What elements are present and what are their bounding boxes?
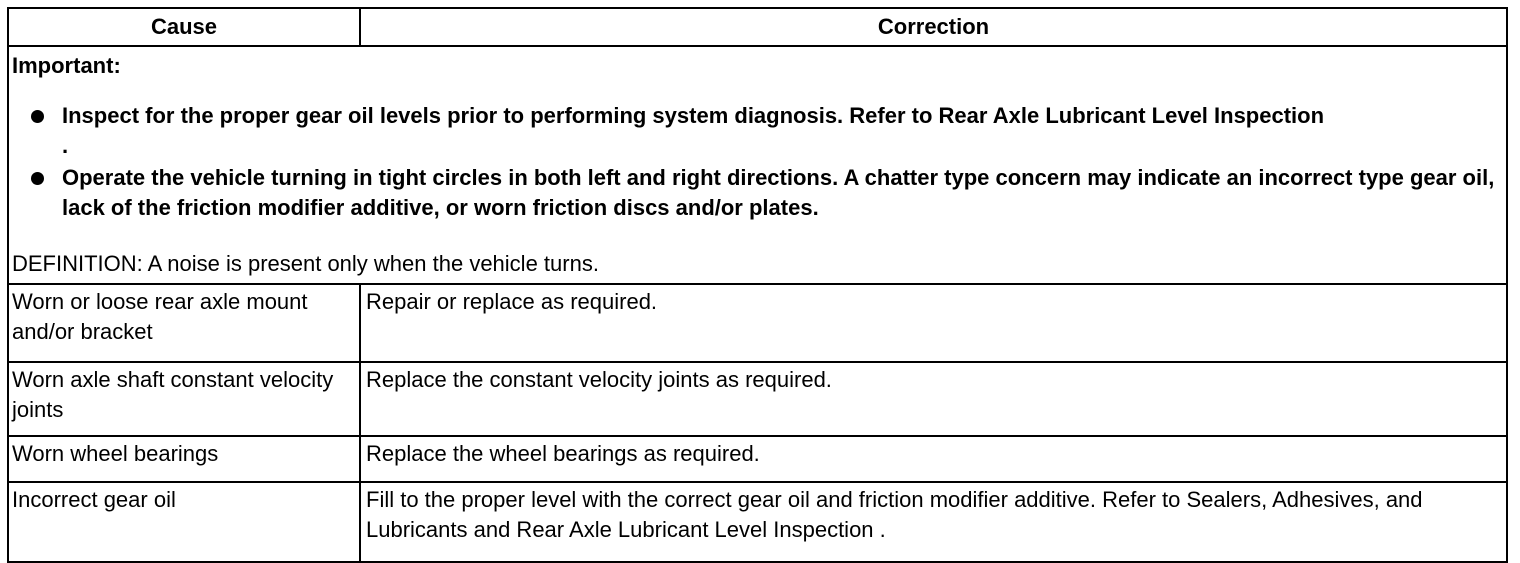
bullet-text: Operate the vehicle turning in tight circles in both left and right directions. A chatter type concern may indicate an incorrect type gear oil, lack of the friction modifier additive, or worn friction discs and/or plates. [62,165,1495,220]
correction-cell: Fill to the proper level with the correct gear oil and friction modifier additive. Refer to Sealers, Adhesives, and Lubricants and Rear Axle Lubricant Level Inspection . [360,482,1507,562]
table-row [8,436,1507,482]
cause-cell: Worn wheel bearings [8,436,360,482]
header-row [8,8,1507,46]
table-row [8,362,1507,436]
definition-text: DEFINITION: A noise is present only when the vehicle turns. [12,251,599,276]
header-correction: Correction [360,8,1507,46]
header-cause: Cause [8,8,360,46]
note-cell [8,46,1507,284]
note-row [8,46,1507,284]
bullet-item [12,101,1506,161]
correction-cell: Repair or replace as required. [360,284,1507,362]
table-row [8,482,1507,562]
bullet-dot-icon [31,172,44,185]
diagnostic-table [7,7,1508,563]
important-bullet-list [12,101,1506,223]
cause-cell: Worn axle shaft constant velocity joints [8,362,360,436]
correction-cell: Replace the constant velocity joints as required. [360,362,1507,436]
important-label: Important: [12,53,121,78]
bullet-text: Inspect for the proper gear oil levels prior to performing system diagnosis. Refer to Rear Axle Lubricant Level Inspection [62,103,1325,128]
bullet-dot-icon [31,110,44,123]
cause-cell: Worn or loose rear axle mount and/or bracket [8,284,360,362]
correction-cell: Replace the wheel bearings as required. [360,436,1507,482]
bullet-item [12,163,1506,223]
cause-cell: Incorrect gear oil [8,482,360,562]
bullet-trailing-period: . [62,133,69,158]
table-row [8,284,1507,362]
